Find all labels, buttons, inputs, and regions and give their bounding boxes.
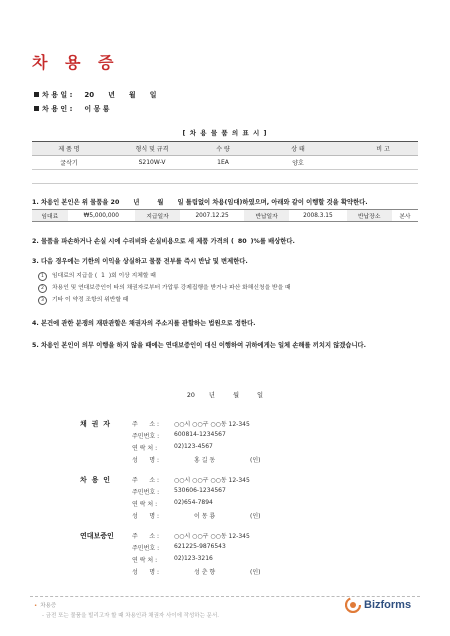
- cell-spec: S210W-V: [106, 156, 198, 170]
- clause-1-part-d: 일 틀림없이 차용(임대)하였으며, 아래와 같이 이행할 것을 확약한다.: [177, 199, 368, 206]
- table-row: [32, 210, 418, 222]
- cell-product-name: [32, 170, 106, 184]
- header-remarks: 비 고: [348, 142, 418, 156]
- return-date-label: 반납일자: [244, 210, 289, 222]
- guarantor-address-label: 주 소 :: [132, 533, 159, 540]
- clause-5: 5. 차용인 본인이 의무 이행을 하지 않을 때에는 연대보증인이 대신 이행하여 귀하에게는 일체 손해를 끼치지 않겠습니다.: [32, 342, 367, 349]
- header-spec: 형식 및 규격: [106, 142, 198, 156]
- bizforms-logo-text: Bizforms: [364, 599, 412, 611]
- square-bullet-icon: [34, 92, 39, 97]
- rental-info-table: [32, 209, 418, 222]
- footer-category-text: 차용증: [40, 603, 57, 609]
- creditor-name-label: 성 명 :: [132, 457, 159, 464]
- circled-number-icon: 2: [38, 284, 47, 293]
- sign-date: [0, 390, 450, 399]
- cell-quantity: [198, 170, 248, 184]
- cell-spec: [106, 170, 198, 184]
- document-title: 차 용 증: [32, 53, 120, 72]
- clause-4: 4. 본건에 관한 분쟁의 재판관할은 채권자의 주소지를 관할하는 법원으로 정한다.: [32, 320, 256, 327]
- borrower-phone: 02)654-7894: [174, 499, 213, 506]
- borrower-sign-name: 이 몽 룡: [194, 513, 216, 520]
- clause-3: 3. 다음 경우에는 기한의 이익을 상실하고 물품 전부를 즉시 반납 및 변제한다.: [32, 258, 248, 265]
- return-place-value: 본사: [392, 210, 418, 222]
- clause-2: [32, 236, 295, 245]
- borrower-name-label: 성 명 :: [132, 513, 159, 520]
- cell-condition: 양호: [248, 156, 348, 170]
- creditor-title: 채 권 자: [80, 420, 111, 428]
- borrower-title: 차 용 인: [80, 476, 111, 484]
- table-row: [32, 156, 418, 170]
- creditor-id: 600814-1234567: [174, 431, 226, 438]
- cell-product-name: 굴삭기: [32, 156, 106, 170]
- borrower-id-label: 주민번호 :: [132, 489, 160, 496]
- loan-date-label: 차 용 일 :: [42, 91, 73, 99]
- clause-3-item-1: [38, 270, 156, 281]
- guarantor-id-label: 주민번호 :: [132, 545, 160, 552]
- footer-category: [34, 601, 56, 609]
- sign-date-year-unit: 년: [208, 392, 215, 399]
- square-bullet-icon: [34, 106, 39, 111]
- table-row: [32, 170, 418, 184]
- creditor-phone-label: 연 락 처 :: [132, 445, 158, 452]
- borrower-seal: (인): [250, 513, 261, 520]
- guarantor-id: 621225-9876543: [174, 543, 226, 550]
- creditor-phone: 02)123-4567: [174, 443, 213, 450]
- borrower-phone-label: 연 락 처 :: [132, 501, 158, 508]
- clause-3-item-2-text: 차용인 및 연대보증인이 타의 채권자로부터 가압류 강제집행을 받거나 파산 화해신청을 받을 때: [52, 285, 291, 291]
- loan-date-day-unit: 일: [149, 91, 157, 99]
- loan-date-month-unit: 월: [128, 91, 136, 99]
- clause-2-part-b: )%를 배상한다.: [250, 238, 295, 245]
- header-condition: 상 태: [248, 142, 348, 156]
- header-quantity: 수 량: [198, 142, 248, 156]
- clause-3-item-1-part-b: )회 이상 지체할 때: [108, 273, 156, 279]
- clause-2-percent: 80: [237, 238, 247, 245]
- footer-description: - 금전 또는 물품을 빌리고자 할 때 차용인과 채권자 사이에 작성하는 문서.: [42, 613, 220, 619]
- sign-date-month-unit: 월: [232, 392, 240, 399]
- return-date-value: 2008.3.15: [289, 210, 346, 222]
- payment-date-label: 지급일자: [135, 210, 180, 222]
- header-product-name: 제 품 명: [32, 142, 106, 156]
- bizforms-logo-icon: [345, 597, 361, 613]
- clause-3-item-1-part-a: 임대료의 지급을 (: [52, 273, 98, 279]
- clause-1: [32, 197, 368, 206]
- borrower-address-label: 주 소 :: [132, 477, 159, 484]
- guarantor-title: 연대보증인: [80, 532, 114, 540]
- creditor-id-label: 주민번호 :: [132, 433, 160, 440]
- guarantor-seal: (인): [250, 569, 261, 576]
- items-table-header: [32, 142, 418, 156]
- creditor-name: 홍 길 동: [194, 457, 216, 464]
- cell-quantity: 1EA: [198, 156, 248, 170]
- items-section-title: [ 차 용 물 품 의 표 시 ]: [182, 129, 268, 137]
- clause-1-part-a: 1. 차용인 본인은 위 물품을 20: [32, 199, 120, 206]
- payment-date-value: 2007.12.25: [180, 210, 244, 222]
- rent-value: ₩5,000,000: [68, 210, 135, 222]
- borrower-label: 차 용 인 :: [42, 105, 73, 113]
- return-place-label: 반납장소: [347, 210, 392, 222]
- clause-3-item-3: [38, 294, 128, 305]
- clause-3-item-2: [38, 282, 291, 293]
- circled-number-icon: 3: [38, 296, 47, 305]
- loan-date-year-unit: 년: [108, 91, 115, 99]
- clause-3-item-3-text: 기타 이 약정 조항의 위반할 때: [52, 297, 129, 303]
- borrower-address: ○○시 ○○구 ○○동 12-345: [174, 477, 250, 484]
- clause-1-month: 월: [157, 199, 164, 206]
- borrower-name: 이 몽 룡: [84, 105, 110, 113]
- cell-condition: [248, 170, 348, 184]
- bullet-icon: •: [34, 603, 38, 609]
- items-table: [32, 141, 418, 184]
- sign-date-day-unit: 일: [257, 392, 264, 399]
- guarantor-name-label: 성 명 :: [132, 569, 159, 576]
- creditor-address-label: 주 소 :: [132, 421, 159, 428]
- creditor-seal: (인): [250, 457, 261, 464]
- clause-2-part-a: 2. 물품을 파손하거나 손실 시에 수리비와 손실비용으로 새 제품 가격의 (: [32, 238, 234, 245]
- rent-label: 임대료: [32, 210, 68, 222]
- loan-date-year-prefix: 20: [84, 91, 95, 99]
- clause-1-year: 년: [133, 199, 140, 206]
- guarantor-address: ○○시 ○○구 ○○동 12-345: [174, 533, 250, 540]
- bizforms-logo[interactable]: [345, 597, 411, 613]
- loan-date-row: [34, 90, 156, 100]
- borrower-row: [34, 104, 110, 114]
- creditor-address: ○○시 ○○구 ○○동 12-345: [174, 421, 250, 428]
- cell-remarks: [348, 170, 418, 184]
- clause-3-item-1-count: 1: [101, 273, 105, 279]
- borrower-id: 530606-1234567: [174, 487, 226, 494]
- circled-number-icon: 1: [38, 272, 47, 281]
- cell-remarks: [348, 156, 418, 170]
- guarantor-name: 성 춘 향: [194, 569, 216, 576]
- guarantor-phone: 02)123-3216: [174, 555, 213, 562]
- sign-date-year-prefix: 20: [186, 392, 195, 399]
- guarantor-phone-label: 연 락 처 :: [132, 557, 158, 564]
